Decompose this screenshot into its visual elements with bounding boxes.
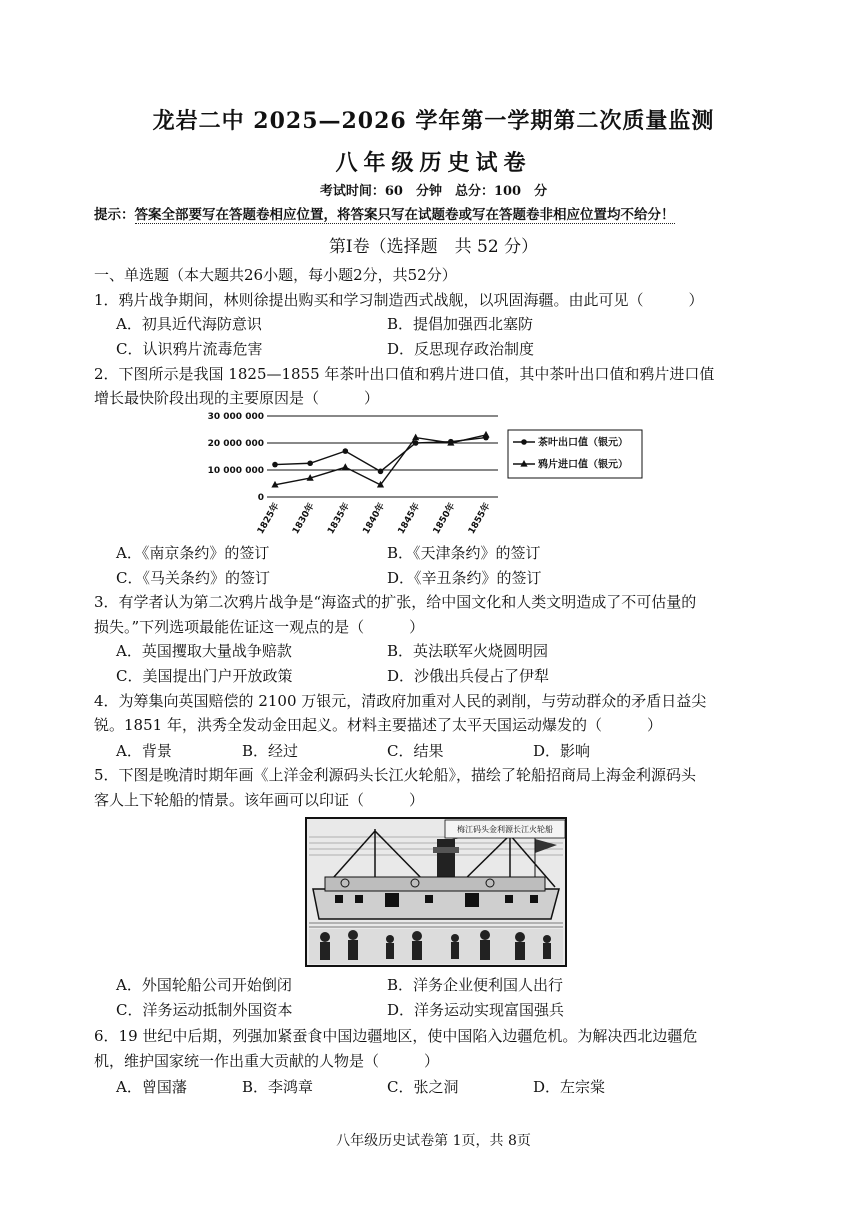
question-6-option-d[interactable]: D．左宗棠 bbox=[533, 1078, 606, 1096]
question-4-line-2: 锐。1851 年，洪秀全发动金田起义。材料主要描述了太平天国运动爆发的（ ） bbox=[94, 716, 662, 734]
page-footer: 八年级历史试卷第 1页，共 8页 bbox=[336, 1133, 531, 1149]
question-4-option-d[interactable]: D．影响 bbox=[533, 742, 591, 760]
exam-info: 考试时间：60 分钟 总分：100 分 bbox=[319, 184, 548, 199]
question-3-option-c[interactable]: C．美国提出门户开放政策 bbox=[116, 667, 293, 685]
x-tick-label: 1855年 bbox=[466, 501, 493, 536]
question-3-option-b[interactable]: B．英法联军火烧圆明园 bbox=[387, 642, 549, 660]
data-point bbox=[307, 460, 313, 466]
question-4-option-c[interactable]: C．结果 bbox=[387, 742, 444, 760]
question-3-option-a[interactable]: A．英国攫取大量战争赔款 bbox=[116, 642, 292, 660]
question-3-line-1: 3．有学者认为第二次鸦片战争是“海盗式的扩张，给中国文化和人类文明造成了不可估量的 bbox=[94, 593, 697, 611]
data-point bbox=[412, 434, 419, 441]
question-2-option-c[interactable]: C．《马关条约》的签订 bbox=[116, 569, 270, 587]
question-2-line-1: 2．下图所示是我国 1825—1855 年茶叶出口值和鸦片进口值，其中茶叶出口值和鸦片进口值 bbox=[94, 365, 715, 383]
question-5-option-c[interactable]: C．洋务运动抵制外国资本 bbox=[116, 1001, 293, 1019]
chart-legend bbox=[508, 430, 642, 478]
legend-label: 茶叶出口值（银元） bbox=[538, 437, 628, 449]
y-tick-label: 30 000 000 bbox=[207, 412, 264, 422]
data-point bbox=[482, 431, 489, 438]
part-heading: 一、单选题（本大题共26小题，每小题2分，共52分） bbox=[94, 266, 457, 284]
question-5-option-b[interactable]: B．洋务企业便利国人出行 bbox=[387, 976, 564, 994]
question-1-line-1: 1．鸦片战争期间，林则徐提出购买和学习制造西式战舰，以巩固海疆。由此可见（ ） bbox=[94, 291, 704, 309]
question-1-option-c[interactable]: C．认识鸦片流毒危害 bbox=[116, 340, 263, 358]
question-6-line-2: 机，维护国家统一作出重大贡献的人物是（ ） bbox=[94, 1052, 440, 1070]
question-4-option-a[interactable]: A．背景 bbox=[116, 742, 172, 760]
series-line bbox=[275, 435, 486, 485]
question-6-line-1: 6．19 世纪中后期，列强加紧蚕食中国边疆地区，使中国陷入边疆危机。为解决西北边疆危 bbox=[94, 1027, 698, 1045]
chart-x-ticks bbox=[254, 501, 492, 536]
legend-marker bbox=[521, 439, 527, 445]
question-6-option-a[interactable]: A．曾国藩 bbox=[116, 1078, 187, 1096]
data-point bbox=[378, 469, 384, 475]
data-point bbox=[342, 463, 349, 470]
painting-inscription: 梅江码头金利源长江火轮船 bbox=[457, 825, 553, 834]
x-tick-label: 1830年 bbox=[291, 501, 317, 536]
notice-text: 答案全部要写在答题卷相应位置，将答案只写在试题卷或写在答题卷非相应位置均不给分！ bbox=[134, 207, 675, 223]
question-2-option-b[interactable]: B．《天津条约》的签订 bbox=[387, 544, 541, 562]
question-2-line-2: 增长最快阶段出现的主要原因是（ ） bbox=[94, 389, 380, 407]
question-2-option-d[interactable]: D．《辛丑条约》的签订 bbox=[387, 569, 542, 587]
y-tick-label: 10 000 000 bbox=[207, 466, 264, 476]
question-3-line-2: 损失。”下列选项最能佐证这一观点的是（ ） bbox=[94, 618, 425, 636]
question-4-line-1: 4．为筹集向英国赔偿的 2100 万银元，清政府加重对人民的剥削，与劳动群众的矛盾日益尖 bbox=[94, 692, 707, 710]
question-5-line-2: 客人上下轮船的情景。该年画可以印证（ ） bbox=[94, 791, 425, 809]
question-5-line-1: 5．下图是晚清时期年画《上洋金利源码头长江火轮船》，描绘了轮船招商局上海金利源码头 bbox=[94, 766, 697, 784]
question-6-option-c[interactable]: C．张之洞 bbox=[387, 1078, 459, 1096]
chart-y-ticks bbox=[208, 412, 264, 503]
data-point bbox=[272, 462, 278, 468]
question-2-option-a[interactable]: A．《南京条约》的签订 bbox=[116, 544, 270, 562]
question-1-option-b[interactable]: B．提倡加强西北塞防 bbox=[387, 315, 534, 333]
tea-opium-line-chart bbox=[205, 408, 655, 540]
question-4-option-b[interactable]: B．经过 bbox=[242, 742, 299, 760]
chart-series bbox=[271, 431, 489, 488]
notice-label: 提示： bbox=[94, 207, 135, 223]
question-6-option-b[interactable]: B．李鸿章 bbox=[242, 1078, 314, 1096]
question-1-option-a[interactable]: A．初具近代海防意识 bbox=[116, 315, 262, 333]
question-1-option-d[interactable]: D．反思现存政治制度 bbox=[387, 340, 535, 358]
question-5-option-a[interactable]: A．外国轮船公司开始倒闭 bbox=[116, 976, 292, 994]
y-tick-label: 20 000 000 bbox=[207, 439, 264, 449]
question-3-option-d[interactable]: D．沙俄出兵侵占了伊犁 bbox=[387, 667, 550, 685]
question-5-option-d[interactable]: D．洋务运动实现富国强兵 bbox=[387, 1001, 565, 1019]
x-tick-label: 1845年 bbox=[396, 501, 423, 536]
exam-title: 龙岩二中 2025—2026 学年第一学期第二次质量监测 bbox=[152, 108, 715, 134]
section-title: 第Ⅰ卷（选择题 共 52 分） bbox=[328, 237, 539, 257]
data-point bbox=[343, 448, 349, 454]
steamship-new-year-painting bbox=[305, 817, 567, 967]
x-tick-label: 1825年 bbox=[255, 501, 282, 536]
legend-label: 鸦片进口值（银元） bbox=[538, 459, 628, 471]
exam-subtitle: 八年级历史试卷 bbox=[335, 150, 532, 176]
notice bbox=[94, 203, 834, 223]
x-tick-label: 1835年 bbox=[326, 501, 352, 536]
x-tick-label: 1840年 bbox=[361, 501, 388, 536]
y-tick-label: 0 bbox=[257, 493, 264, 503]
x-tick-label: 1850年 bbox=[431, 501, 458, 536]
steamship-illustration bbox=[305, 817, 567, 967]
